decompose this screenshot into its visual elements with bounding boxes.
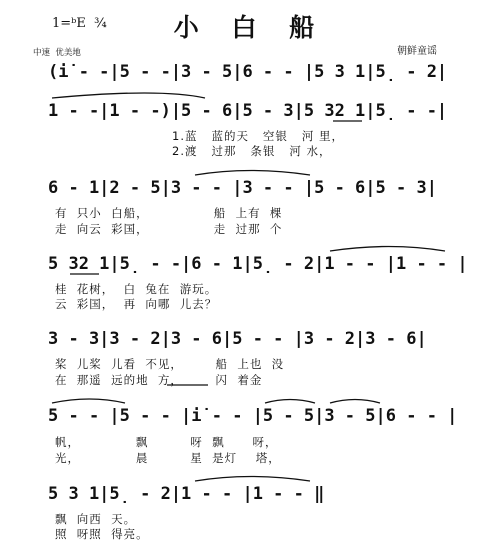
lyric-line-7-verse-1: 飘 向西 天。 xyxy=(55,512,137,526)
tie-line-6-a xyxy=(52,399,125,403)
tie-line-4 xyxy=(330,247,445,252)
lyric-line-3-verse-1: 有 只小 白船， 船 上有 棵 xyxy=(55,206,283,220)
notation-line-3: 6 - 1|2 - 5|3 - - |3 - - |5 - 6|5 - 3| xyxy=(48,178,437,198)
notation-line-4: 5 32 1|5̣ - -|6 - 1|5̣ - 2|1 - - |1 - - | xyxy=(48,254,468,274)
notation-line-2: 1 - -|1 - -)|5 - 6|5 - 3|5 32 1|5̣ - -| xyxy=(48,101,448,121)
notation-line-5: 3 - 3|3 - 2|3 - 6|5 - - |3 - 2|3 - 6| xyxy=(48,329,427,349)
tie-line-2-start xyxy=(52,93,205,98)
lyric-line-5-verse-2: 在 那遥 远的地 方， 闪 着金 xyxy=(55,373,263,387)
key-signature: 1=ᵇE ¾ xyxy=(52,16,107,31)
tempo-marking: 中速 优美地 xyxy=(33,48,81,58)
tie-line-7 xyxy=(195,477,310,482)
lyric-line-7-verse-2: 照 呀照 得亮。 xyxy=(55,527,149,541)
lyric-line-4-verse-1: 桂 花树， 白 兔在 游玩。 xyxy=(55,282,218,296)
notation-line-7: 5 3 1|5̣ - 2|1 - - |1 - - ‖ xyxy=(48,484,325,504)
lyric-line-4-verse-2: 云 彩国， 再 向哪 儿去？ xyxy=(55,297,218,311)
lyric-line-6-verse-1: 帆， 飘 呀 飘 呀， xyxy=(55,435,278,449)
lyric-line-2-verse-1: 1.蓝 蓝的天 空银 河 里， xyxy=(172,129,345,143)
notation-line-6: 5 - - |5 - - |i̇ - - |5 - 5|3 - 5|6 - - | xyxy=(48,406,458,426)
tie-line-6-c xyxy=(330,400,380,404)
song-origin: 朝鲜童谣 xyxy=(397,46,437,57)
tie-line-6-b xyxy=(265,400,315,404)
lyric-line-2-verse-2: 2.渡 过那 条银 河 水， xyxy=(172,144,332,158)
song-title: 小 白 船 xyxy=(173,13,327,42)
lyric-line-3-verse-2: 走 向云 彩国， 走 过那 个 xyxy=(55,222,283,236)
lyric-line-5-verse-1: 桨 儿桨 儿看 不见， 船 上也 没 xyxy=(55,357,285,371)
lyric-line-6-verse-2: 光， 晨 星 是灯 塔， xyxy=(55,451,281,465)
notation-line-1: (i̇ - -|5 - -|3 - 5|6 - - |5 3 1|5̣ - 2| xyxy=(48,62,448,82)
tie-line-3 xyxy=(195,171,310,176)
